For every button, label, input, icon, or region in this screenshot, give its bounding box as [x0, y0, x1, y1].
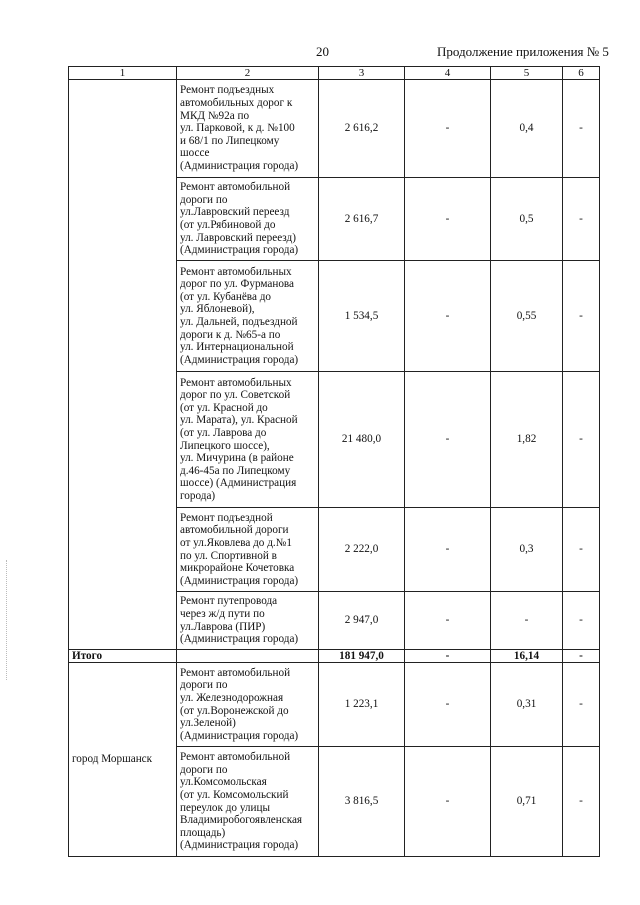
column-header: 3	[319, 67, 405, 80]
work-description: Ремонт автомобильной дороги по ул.Лавровский переезд (от ул.Рябиновой до ул. Лавровский переезд) (Администрация города)	[177, 178, 319, 261]
municipality-cell: город Моршанск	[69, 663, 177, 857]
length-cell: 0,4	[491, 80, 563, 178]
value-cell: -	[563, 663, 600, 747]
length-cell: 0,71	[491, 747, 563, 857]
value-cell: -	[405, 178, 491, 261]
length-cell: 0,3	[491, 508, 563, 592]
work-description: Ремонт путепровода через ж/д пути по ул.Лаврова (ПИР) (Администрация города)	[177, 592, 319, 650]
value-cell: -	[405, 663, 491, 747]
total-length: 16,14	[491, 650, 563, 663]
column-header: 5	[491, 67, 563, 80]
value-cell: -	[405, 508, 491, 592]
work-description: Ремонт подъездных автомобильных дорог к МКД №92а по ул. Парковой, к д. №100 и 68/1 по Липецкому шоссе (Администрация города)	[177, 80, 319, 178]
cost-cell: 2 616,2	[319, 80, 405, 178]
value-cell: -	[405, 747, 491, 857]
cost-cell: 1 223,1	[319, 663, 405, 747]
cost-cell: 2 222,0	[319, 508, 405, 592]
appendix-table	[68, 66, 600, 857]
value-cell: -	[563, 178, 600, 261]
column-header: 6	[563, 67, 600, 80]
cost-cell: 3 816,5	[319, 747, 405, 857]
value-cell: -	[405, 592, 491, 650]
total-label: Итого	[69, 650, 177, 663]
municipality-cell	[69, 80, 177, 650]
cost-cell: 2 947,0	[319, 592, 405, 650]
value-cell: -	[563, 747, 600, 857]
column-number-row	[69, 67, 600, 80]
total-cost: 181 947,0	[319, 650, 405, 663]
total-value: -	[563, 650, 600, 663]
value-cell: -	[563, 508, 600, 592]
length-cell: -	[491, 592, 563, 650]
total-row	[69, 650, 600, 663]
value-cell: -	[563, 80, 600, 178]
value-cell: -	[405, 80, 491, 178]
cost-cell: 2 616,7	[319, 178, 405, 261]
page-number: 20	[316, 44, 329, 59]
value-cell: -	[405, 261, 491, 372]
column-header: 1	[69, 67, 177, 80]
length-cell: 0,55	[491, 261, 563, 372]
cost-cell: 1 534,5	[319, 261, 405, 372]
length-cell: 1,82	[491, 372, 563, 508]
column-header: 2	[177, 67, 319, 80]
work-description: Ремонт автомобильных дорог по ул. Советской (от ул. Красной до ул. Марата), ул. Красной (от ул. Лаврова до Липецкого шоссе), ул. Мичурина (в районе д.46-45а по Липецкому шоссе) (Администрация города)	[177, 372, 319, 508]
column-header: 4	[405, 67, 491, 80]
work-description: Ремонт автомобильной дороги по ул. Железнодорожная (от ул.Воронежской до ул.Зеленой) (Администрация города)	[177, 663, 319, 747]
total-value: -	[405, 650, 491, 663]
length-cell: 0,5	[491, 178, 563, 261]
value-cell: -	[563, 261, 600, 372]
work-description: Ремонт автомобильных дорог по ул. Фурманова (от ул. Кубанёва до ул. Яблоневой), ул. Дальней, подъездной дороги к д. №65-а по ул. Интернациональной (Администрация города)	[177, 261, 319, 372]
value-cell: -	[563, 592, 600, 650]
table-row	[69, 663, 600, 747]
continuation-title: Продолжение приложения № 5	[437, 44, 609, 59]
total-empty-cell	[177, 650, 319, 663]
work-description: Ремонт автомобильной дороги по ул.Комсомольская (от ул. Комсомольский переулок до улицы Владимиробогоявленская площадь) (Администрация города)	[177, 747, 319, 857]
value-cell: -	[405, 372, 491, 508]
value-cell: -	[563, 372, 600, 508]
length-cell: 0,31	[491, 663, 563, 747]
table-row	[69, 80, 600, 178]
scan-artifact	[6, 560, 8, 680]
cost-cell: 21 480,0	[319, 372, 405, 508]
work-description: Ремонт подъездной автомобильной дороги от ул.Яковлева до д.№1 по ул. Спортивной в микрорайоне Кочетовка (Администрация города)	[177, 508, 319, 592]
